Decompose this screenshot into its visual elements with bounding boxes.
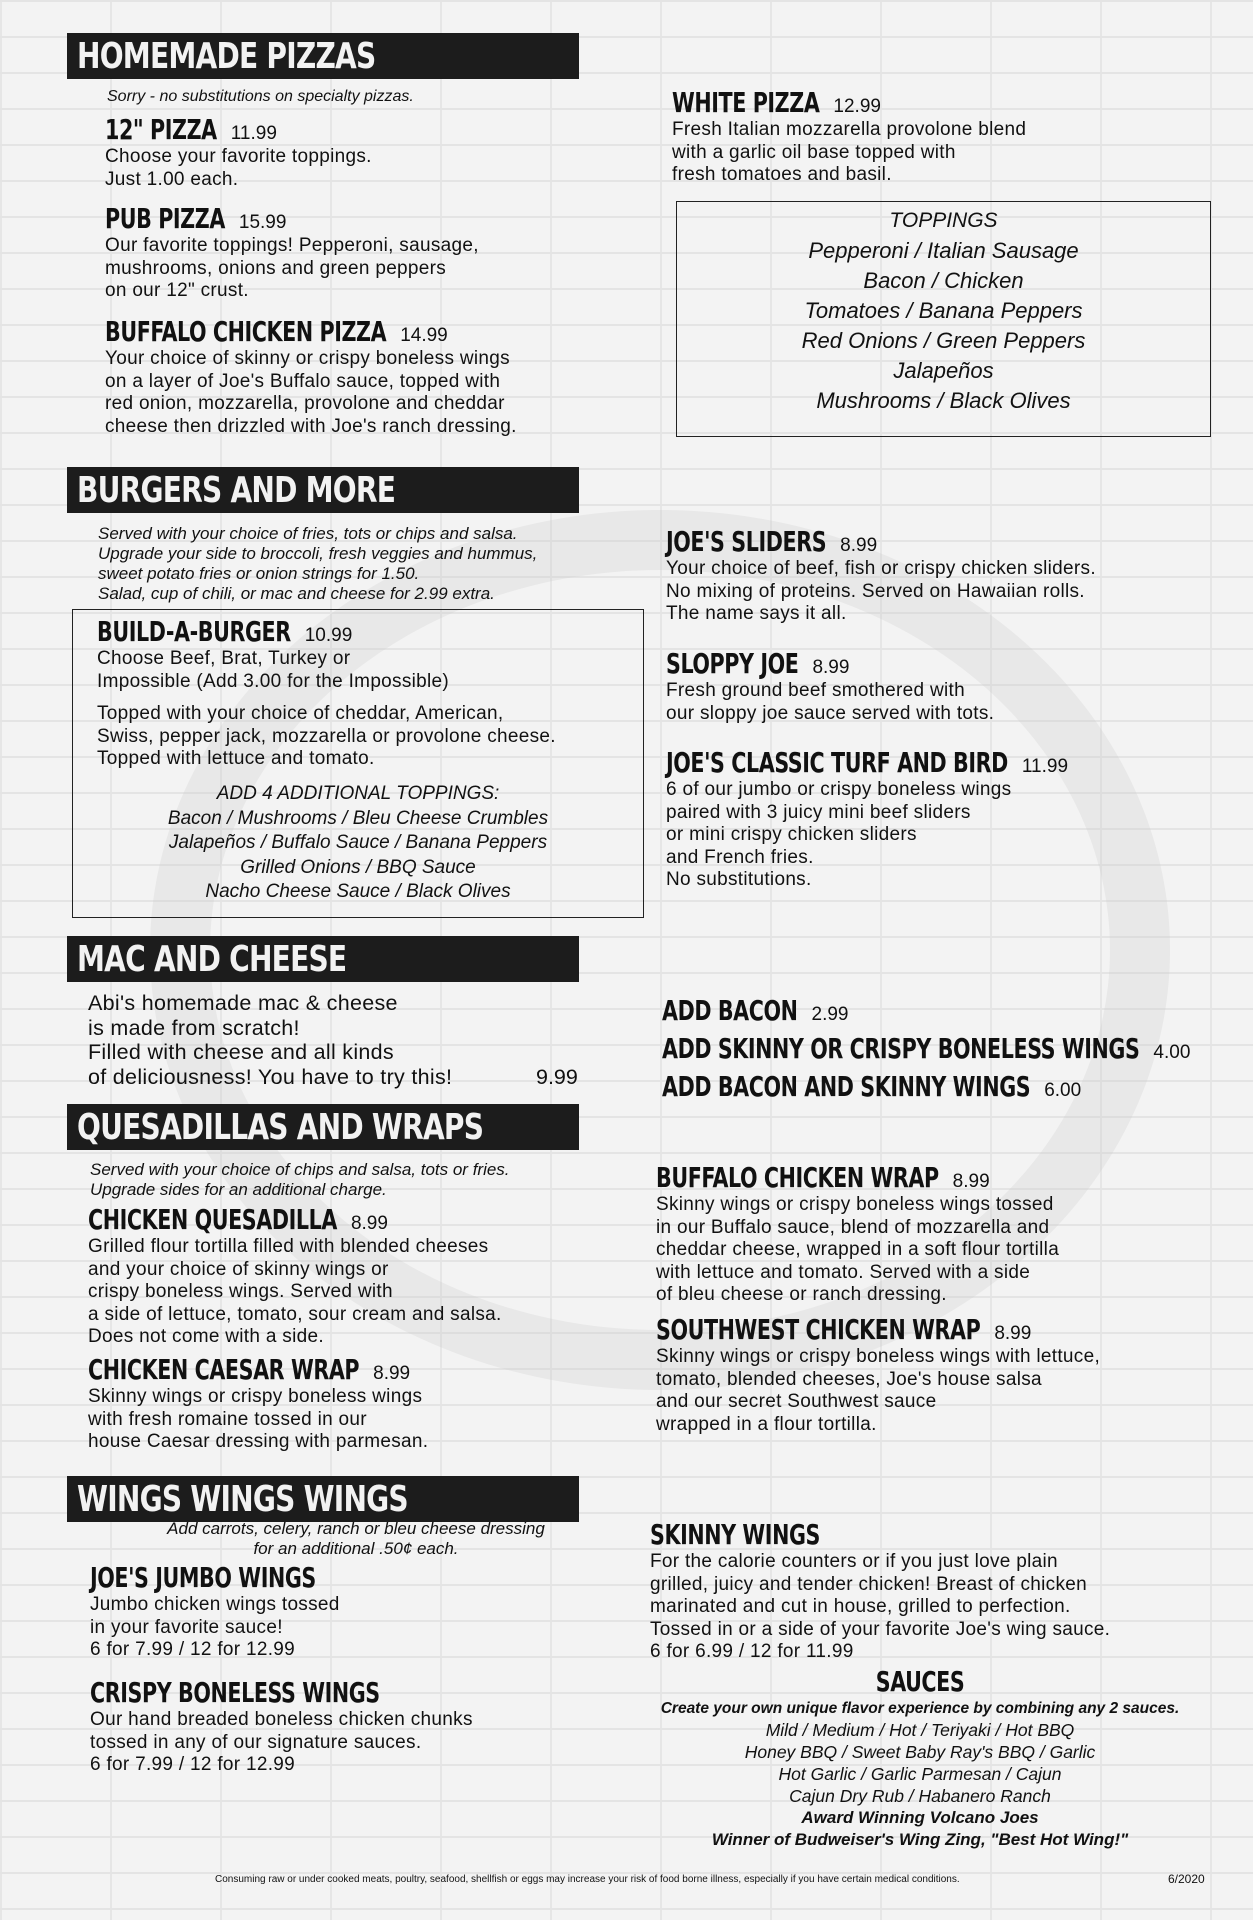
item-desc: Skinny wings or crispy boneless wings with fresh romaine tossed in our house Caesar dressing with parmesan. bbox=[88, 1386, 429, 1452]
item-name: 12" PIZZA bbox=[105, 113, 217, 146]
item-desc: Fresh Italian mozzarella provolone blend with a garlic oil base topped with fresh tomatoes and basil. bbox=[672, 119, 1027, 185]
item-price: 8.99 bbox=[994, 1323, 1032, 1344]
section-banner-burgers: BURGERS AND MORE bbox=[67, 467, 579, 513]
toppings-box bbox=[676, 201, 1211, 437]
pizzas-note: Sorry - no substitutions on specialty pizzas. bbox=[107, 88, 414, 105]
sauces-note: Create your own unique flavor experience by combining any 2 sauces. bbox=[660, 1700, 1180, 1717]
addon-price: 6.00 bbox=[1044, 1080, 1082, 1101]
topping-line: Mushrooms / Black Olives bbox=[816, 388, 1071, 413]
add-topping-line: Nacho Cheese Sauce / Black Olives bbox=[205, 881, 511, 902]
menu-item-skinny-wings bbox=[650, 1518, 1110, 1664]
add-topping-line: Grilled Onions / BBQ Sauce bbox=[240, 856, 476, 878]
addon-price: 4.00 bbox=[1153, 1042, 1191, 1063]
menu-item-classic-turf-and-bird bbox=[666, 746, 1068, 892]
menu-item-southwest-chicken-wrap bbox=[656, 1313, 1100, 1436]
topping-line: Bacon / Chicken bbox=[863, 268, 1024, 293]
menu-item-sloppy-joe bbox=[666, 647, 994, 725]
menu-item-buffalo-chicken-pizza bbox=[105, 315, 517, 438]
sauces-title: SAUCES bbox=[875, 1665, 965, 1698]
mac-price: 9.99 bbox=[536, 1065, 578, 1089]
item-desc: Our hand breaded boneless chicken chunks tossed in any of our signature sauces. 6 for 7.99 / 12 for 12.99 bbox=[90, 1709, 473, 1775]
item-price: 12.99 bbox=[833, 96, 881, 117]
item-name: CHICKEN QUESADILLA bbox=[88, 1203, 337, 1236]
item-name: SKINNY WINGS bbox=[650, 1518, 820, 1551]
item-name: SLOPPY JOE bbox=[666, 647, 799, 680]
item-price: 11.99 bbox=[1021, 756, 1069, 777]
menu-item-chicken-caesar-wrap bbox=[88, 1353, 428, 1454]
item-desc: Fresh ground beef smothered with our sloppy joe sauce served with tots. bbox=[666, 680, 995, 724]
item-name: JOE'S JUMBO WINGS bbox=[90, 1561, 316, 1594]
item-price: 10.99 bbox=[304, 625, 353, 646]
item-name: SOUTHWEST CHICKEN WRAP bbox=[656, 1313, 981, 1346]
item-price: 8.99 bbox=[373, 1363, 411, 1384]
item-desc: Topped with your choice of cheddar, American, Swiss, pepper jack, mozzarella or provolone cheese. Topped with lettuce and tomato. bbox=[97, 703, 556, 769]
menu-item-12-pizza bbox=[105, 113, 372, 191]
item-name: BUFFALO CHICKEN WRAP bbox=[656, 1161, 939, 1194]
add-topping-line: Bacon / Mushrooms / Bleu Cheese Crumbles bbox=[167, 807, 549, 829]
item-name: WHITE PIZZA bbox=[672, 86, 820, 119]
menu-item-white-pizza bbox=[672, 86, 1026, 187]
menu-item-chicken-quesadilla bbox=[88, 1203, 502, 1349]
menu-item-pub-pizza bbox=[105, 202, 479, 303]
toppings-title: TOPPINGS bbox=[889, 209, 998, 232]
item-name: BUILD-A-BURGER bbox=[97, 615, 291, 648]
footer-disclaimer: Consuming raw or under cooked meats, poultry, seafood, shellfish or eggs may increase your risk of food borne illness, especially if you have certain medical conditions. bbox=[215, 1874, 960, 1885]
sauces-block bbox=[640, 1665, 1200, 1851]
item-desc: 6 of our jumbo or crispy boneless wings paired with 3 juicy mini beef sliders or mini crispy chicken sliders and French fries. No substitutions. bbox=[666, 779, 1012, 890]
item-name: JOE'S SLIDERS bbox=[666, 525, 827, 558]
item-desc: Our favorite toppings! Pepperoni, sausage, mushrooms, onions and green peppers on our 12" crust. bbox=[105, 235, 479, 301]
sauce-line: Cajun Dry Rub / Habanero Ranch bbox=[789, 1786, 1051, 1806]
wings-note: Add carrots, celery, ranch or bleu cheese dressing for an additional .50¢ each. bbox=[167, 1519, 545, 1558]
mac-desc: Abi's homemade mac & cheese is made from scratch! Filled with cheese and all kinds of deliciousness! You have to try this! bbox=[88, 991, 453, 1089]
addon-name: ADD BACON AND SKINNY WINGS bbox=[662, 1070, 1031, 1103]
menu-item-joes-sliders bbox=[666, 525, 1096, 626]
add-toppings-title: ADD 4 ADDITIONAL TOPPINGS: bbox=[216, 783, 500, 804]
sauce-line: Hot Garlic / Garlic Parmesan / Cajun bbox=[778, 1764, 1062, 1784]
footer-date: 6/2020 bbox=[1168, 1872, 1205, 1886]
item-name: PUB PIZZA bbox=[105, 202, 225, 235]
sauce-line: Honey BBQ / Sweet Baby Ray's BBQ / Garlic bbox=[744, 1742, 1096, 1762]
item-desc: Grilled flour tortilla filled with blended cheeses and your choice of skinny wings or crispy boneless wings. Served with a side of lettuce, tomato, sour cream and salsa. Does not come with a side. bbox=[88, 1236, 502, 1347]
item-price: 8.99 bbox=[350, 1213, 388, 1234]
menu-item-crispy-boneless-wings bbox=[90, 1676, 473, 1777]
item-price: 15.99 bbox=[238, 212, 287, 233]
topping-line: Jalapeños bbox=[893, 358, 994, 383]
addon-name: ADD BACON bbox=[662, 994, 798, 1027]
menu-item-buffalo-chicken-wrap bbox=[656, 1161, 1059, 1307]
item-name: CHICKEN CAESAR WRAP bbox=[88, 1353, 360, 1386]
award-line: Award Winning Volcano Joes bbox=[801, 1808, 1039, 1827]
sauce-line: Mild / Medium / Hot / Teriyaki / Hot BBQ bbox=[765, 1720, 1075, 1740]
mac-addons bbox=[662, 994, 1190, 1108]
item-price: 8.99 bbox=[840, 535, 878, 556]
add-topping-line: Jalapeños / Buffalo Sauce / Banana Peppers bbox=[168, 832, 548, 853]
item-price: 8.99 bbox=[952, 1171, 990, 1192]
item-desc: Choose Beef, Brat, Turkey or Impossible (Add 3.00 for the Impossible) bbox=[97, 648, 450, 692]
build-a-burger-box bbox=[72, 609, 644, 918]
item-desc: Your choice of skinny or crispy boneless wings on a layer of Joe's Buffalo sauce, topped with red onion, mozzarella, provolone and cheddar cheese then drizzled with Joe's ranch dressing. bbox=[105, 348, 517, 437]
section-banner-pizzas: HOMEMADE PIZZAS bbox=[67, 33, 579, 79]
item-name: BUFFALO CHICKEN PIZZA bbox=[105, 315, 387, 348]
menu-item-jumbo-wings bbox=[90, 1561, 365, 1662]
item-name: CRISPY BONELESS WINGS bbox=[90, 1676, 380, 1709]
item-price: 11.99 bbox=[230, 123, 277, 144]
item-desc: Skinny wings or crispy boneless wings tossed in our Buffalo sauce, blend of mozzarella and cheddar cheese, wrapped in a soft flour tortilla with lettuce and tomato. Served with a side of bleu cheese or ranch dressing. bbox=[656, 1194, 1060, 1305]
section-banner-mac: MAC AND CHEESE bbox=[67, 936, 579, 982]
topping-line: Pepperoni / Italian Sausage bbox=[808, 238, 1079, 263]
item-desc: Jumbo chicken wings tossed in your favorite sauce! 6 for 7.99 / 12 for 12.99 bbox=[90, 1594, 340, 1660]
addon-name: ADD SKINNY OR CRISPY BONELESS WINGS bbox=[662, 1032, 1140, 1065]
item-price: 8.99 bbox=[812, 657, 850, 678]
section-banner-quesadillas: QUESADILLAS AND WRAPS bbox=[67, 1104, 579, 1150]
item-desc: Skinny wings or crispy boneless wings with lettuce, tomato, blended cheeses, Joe's house salsa and our secret Southwest sauce wrapped in a flour tortilla. bbox=[656, 1346, 1101, 1435]
item-desc: For the calorie counters or if you just love plain grilled, juicy and tender chicken! Breast of chicken marinated and cut in house, grilled to perfection. Tossed in or a side of your favorite Joe's wing sauce. 6 for 6.99 / 12 for 11.99 bbox=[650, 1551, 1111, 1662]
addon-price: 2.99 bbox=[811, 1004, 849, 1025]
item-price: 14.99 bbox=[400, 325, 448, 346]
quesadillas-note: Served with your choice of chips and salsa, tots or fries. Upgrade sides for an additional charge. bbox=[90, 1160, 510, 1199]
section-banner-wings: WINGS WINGS WINGS bbox=[67, 1476, 579, 1522]
topping-line: Red Onions / Green Peppers bbox=[801, 328, 1086, 353]
burgers-note: Served with your choice of fries, tots or chips and salsa. Upgrade your side to broccoli, fresh veggies and hummus, sweet potato fries or onion strings for 1.50. Salad, cup of chili, or mac and cheese for 2.99 extra. bbox=[98, 524, 538, 603]
item-desc: Your choice of beef, fish or crispy chicken sliders. No mixing of proteins. Served on Hawaiian rolls. The name says it all. bbox=[666, 558, 1096, 624]
award-line: Winner of Budweiser's Wing Zing, "Best Hot Wing!" bbox=[711, 1830, 1129, 1849]
topping-line: Tomatoes / Banana Peppers bbox=[804, 298, 1083, 323]
item-desc: Choose your favorite toppings. Just 1.00 each. bbox=[105, 146, 372, 190]
item-name: JOE'S CLASSIC TURF AND BIRD bbox=[666, 746, 1008, 779]
